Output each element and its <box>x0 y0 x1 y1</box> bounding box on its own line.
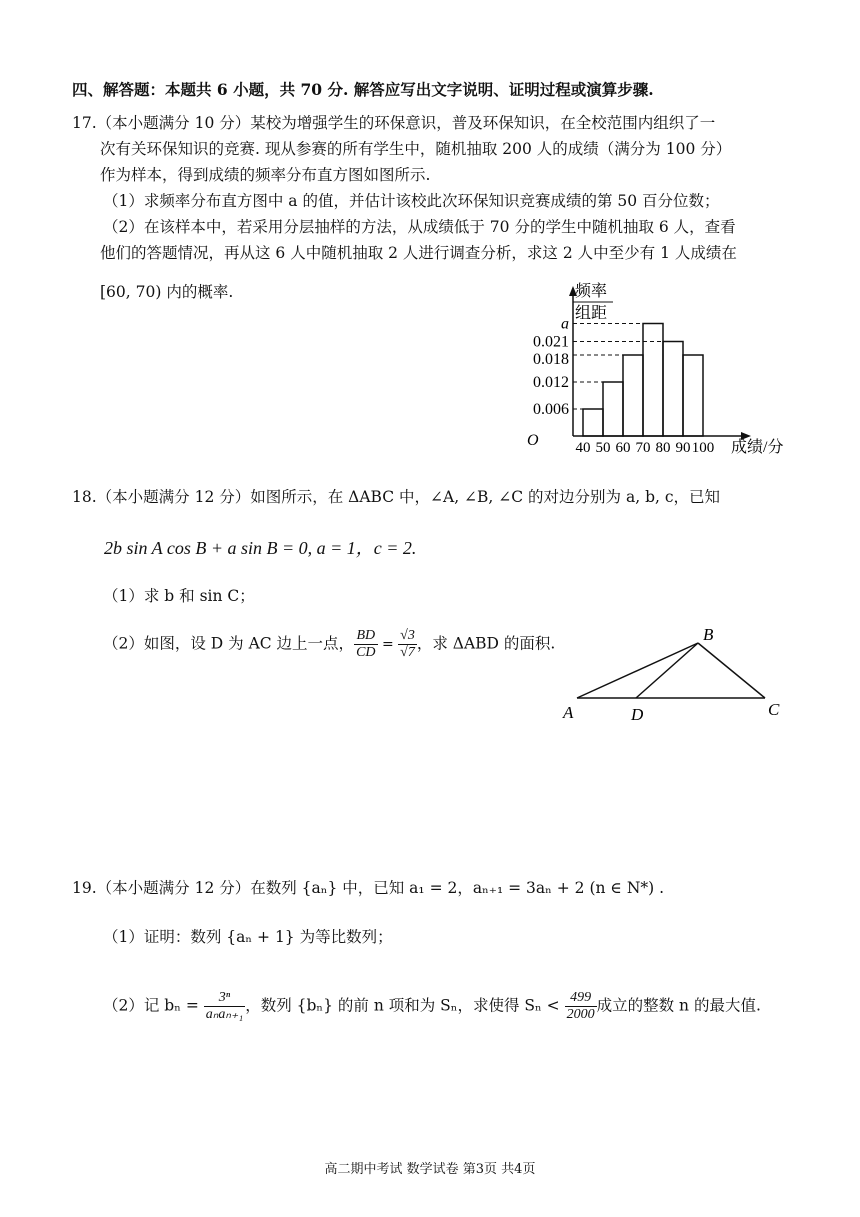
sqrt-ratio-fraction: $\frac{√3}{√7}$ <box>400 628 415 660</box>
y-tick-label: 0.012 <box>533 374 569 391</box>
bd-cd-fraction: $\frac{BD}{CD}$ <box>356 628 376 660</box>
section-heading: 四、解答题：本题共 6 小题，共 70 分. 解答应写出文字说明、证明过程或演算步骤. <box>72 80 654 99</box>
sn-bound-fraction: $\frac{499}{2000}$ <box>566 990 595 1022</box>
q18-equation: 2b sin A cos B + a sin B = 0, a = 1，c = 2. <box>104 538 417 558</box>
label-b: B <box>703 625 714 644</box>
q19-part2-mid: ，数列 {bₙ} 的前 n 项和为 Sₙ，求使得 Sₙ < <box>245 996 560 1015</box>
xlabel: 成绩/分 <box>731 439 784 456</box>
q19-line1: （本小题满分 12 分）在数列 {aₙ} 中，已知 a₁ = 2，aₙ₊₁ = 3aₙ + 2 (n ∈ N*) . <box>96 879 665 897</box>
y-tick-label: 0.021 <box>533 333 569 351</box>
y-tick-label: a <box>561 315 569 333</box>
q17-part2b: 他们的答题情况，再从这 6 人中随机抽取 2 人进行调查分析，求这 2 人中至少有 1 人成绩在 <box>100 244 737 262</box>
label-d: D <box>631 705 644 724</box>
histogram-bar <box>663 342 683 437</box>
q17-line3: 作为样本，得到成绩的频率分布直方图如图所示. <box>100 166 431 184</box>
x-tick-label: 70 <box>635 440 651 456</box>
label-a: A <box>563 703 574 722</box>
q17-line2: 次有关环保知识的竞赛. 现从参赛的所有学生中，随机抽取 200 人的成绩（满分为 100 分） <box>100 140 732 158</box>
frequency-histogram <box>515 282 805 460</box>
ylabel-bottom: 组距 <box>575 305 608 322</box>
bn-fraction: $\frac{\text{3ⁿ}}{\text{aₙaₙ₊₁}}$ <box>205 990 244 1022</box>
q19-part2-post: 成立的整数 n 的最大值. <box>596 996 761 1015</box>
x-tick-label: 90 <box>675 440 691 456</box>
histogram-bar <box>623 355 643 436</box>
x-tick-label: 80 <box>655 440 671 456</box>
q17-part1: （1）求频率分布直方图中 a 的值，并估计该校此次环保知识竞赛成绩的第 50 百分位数； <box>103 192 720 210</box>
x-tick-label: 100 <box>691 440 715 456</box>
q19-part1: （1）证明：数列 {aₙ + 1} 为等比数列； <box>103 928 393 946</box>
q17-part2c: [60, 70) 内的概率. <box>100 283 234 301</box>
triangle-figure <box>555 622 795 727</box>
q18-part2-pre: （2）如图，设 D 为 AC 边上一点， <box>103 634 355 653</box>
histogram-bar <box>643 324 663 437</box>
side-ab <box>577 643 698 698</box>
q18-number: 18. <box>72 488 97 506</box>
ylabel-top: 频率 <box>575 283 608 300</box>
q19-number: 19. <box>72 879 97 897</box>
q19-part2-pre: （2）记 bₙ = <box>103 996 199 1015</box>
y-tick-label: 0.018 <box>533 351 569 368</box>
x-tick-label: 50 <box>595 440 611 456</box>
segment-bd <box>636 643 698 698</box>
histogram-bar <box>683 355 703 436</box>
q18-part1: （1）求 b 和 sin C； <box>103 587 255 605</box>
label-c: C <box>768 700 780 719</box>
y-tick-label: 0.006 <box>533 401 569 418</box>
q18-part2-post: ，求 ΔABD 的面积. <box>416 634 556 653</box>
histogram-bar <box>603 382 623 436</box>
x-tick-label: 60 <box>615 440 631 456</box>
side-bc <box>698 643 765 698</box>
q17-line1: （本小题满分 10 分）某校为增强学生的环保意识，普及环保知识，在全校范围内组织了一 <box>96 114 716 132</box>
origin-label: O <box>527 432 539 449</box>
x-tick-label: 40 <box>575 440 591 456</box>
page-footer: 高二期中考试 数学试卷 第3页 共4页 <box>324 1162 536 1177</box>
q17-number: 17. <box>72 114 97 132</box>
histogram-bar <box>583 409 603 436</box>
q18-line1: （本小题满分 12 分）如图所示，在 ΔABC 中，∠A, ∠B, ∠C 的对边分别为 a, b, c，已知 <box>96 488 721 506</box>
q17-part2a: （2）在该样本中，若采用分层抽样的方法，从成绩低于 70 分的学生中随机抽取 6 人，查看 <box>103 218 736 236</box>
